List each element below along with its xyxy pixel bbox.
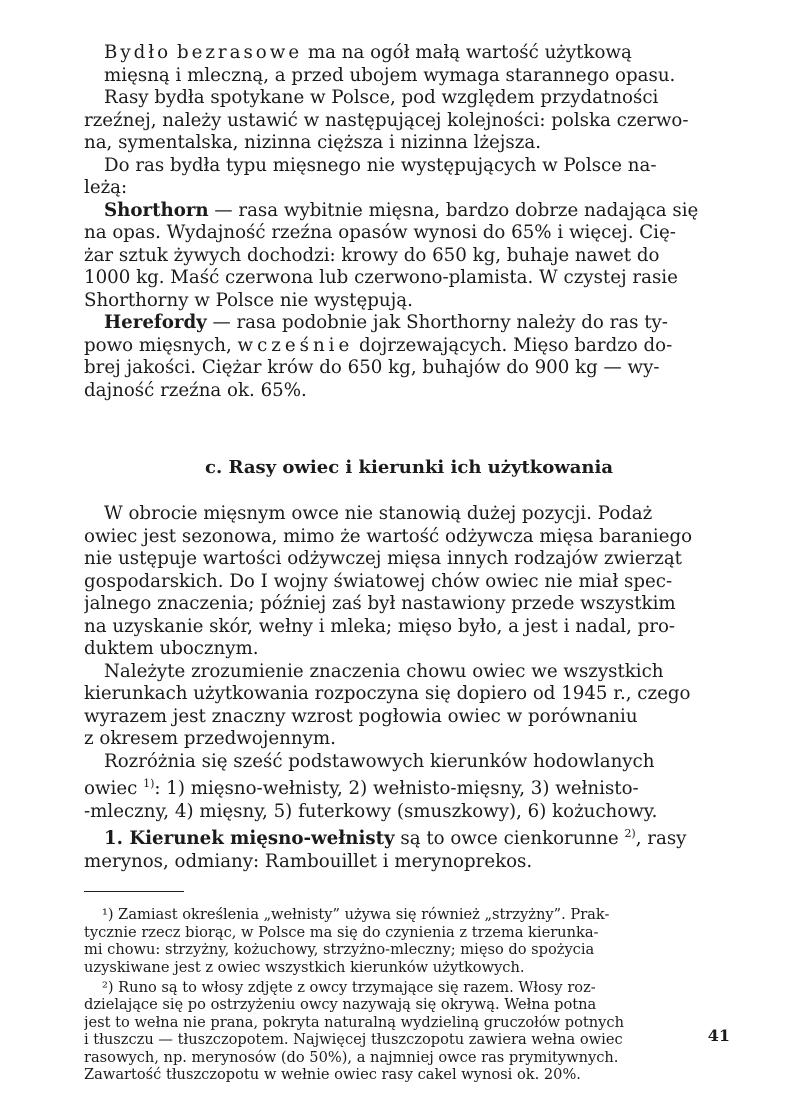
term-shorthorn: Shorthorn bbox=[104, 199, 209, 221]
text-line: z okresem przedwojennym. bbox=[84, 728, 336, 749]
text-line: na, symentalska, nizinna cięższa i nizinna lżejsza. bbox=[84, 132, 541, 153]
text-fragment: są to owce cienkorunne bbox=[394, 828, 625, 850]
text-line: ma na ogół małą wartość użytkową bbox=[302, 42, 632, 63]
paragraph-sheep-understanding bbox=[84, 661, 734, 751]
text-fragment: dojrzewających. Mięso bardzo do- bbox=[353, 334, 673, 356]
text-line: wyrazem jest znaczny wzrost pogłowia owiec w porównaniu bbox=[84, 705, 638, 727]
paragraph-breeding-directions bbox=[84, 751, 734, 824]
spaced-word: bezrasowe bbox=[176, 42, 303, 63]
footnote-line: i tłuszczu — tłuszczopotem. Najwięcej tłuszczopotu zawiera wełna owiec bbox=[84, 1031, 623, 1049]
footnote-line: rasowych, np. merynosów (do 50%), a najmniej owce ras prymitywnych. bbox=[84, 1048, 619, 1066]
text-line: na uzyskanie skór, wełny i mleka; mięso było, a jest i nadal, pro- bbox=[84, 615, 676, 637]
text-line: Rozróżnia się sześć podstawowych kierunków hodowlanych bbox=[104, 750, 655, 772]
text-line: rzeźnej, należy ustawić w następującej kolejności: polska czerwo- bbox=[84, 109, 689, 131]
text-line: duktem ubocznym. bbox=[84, 638, 259, 659]
text-line: 1000 kg. Maść czerwona lub czerwono-plamista. W czystej rasie bbox=[84, 267, 678, 288]
text-fragment: owiec bbox=[84, 778, 144, 800]
section-title: c. Rasy owiec i kierunki ich użytkowania bbox=[205, 457, 613, 478]
text-fragment: powo mięsnych, bbox=[84, 334, 238, 356]
text-line: owiec jest sezonowa, mimo że wartość odżywcza mięsa baraniego bbox=[84, 525, 693, 547]
text-line: żar sztuk żywych dochodzi: krowy do 650 kg, buhaje nawet do bbox=[84, 244, 660, 266]
footnote-ref-2[interactable]: 2) bbox=[624, 827, 636, 841]
text-line: -mleczny, 4) mięsny, 5) futerkowy (smuszkowy), 6) kożuchowy. bbox=[84, 800, 658, 822]
text-line: merynos, odmiany: Rambouillet i merynoprekos. bbox=[84, 850, 533, 872]
footnote-1 bbox=[84, 906, 734, 976]
footnote-ref-1[interactable]: 1) bbox=[143, 777, 155, 790]
spaced-word: wcześnie bbox=[237, 334, 354, 356]
text-line: kierunkach użytkowania rozpoczyna się dopiero od 1945 r., czego bbox=[84, 683, 691, 704]
footnote-line: uzyskiwane jest z owiec wszystkich kierunków użytkowych. bbox=[84, 958, 525, 976]
spaced-word: Bydło bbox=[104, 42, 172, 63]
footnote-divider bbox=[84, 891, 184, 892]
footnote-line: ¹) Zamiast określenia „wełnisty” używa się również „strzyżny”. Prak- bbox=[102, 906, 610, 924]
paragraph-shorthorn bbox=[84, 200, 734, 313]
text-fragment: , rasy bbox=[635, 828, 687, 850]
footnote-line: jest to wełna nie prana, pokryta naturalną wydzieliną gruczołów potnych bbox=[84, 1013, 624, 1031]
paragraph-herefordy bbox=[84, 312, 734, 402]
text-line: Do ras bydła typu mięsnego nie występujących w Polsce na- bbox=[104, 154, 657, 176]
text-line: dajność rzeźna ok. 65%. bbox=[84, 379, 307, 401]
footnote-2 bbox=[84, 979, 734, 1085]
term-meat-wool-direction: 1. Kierunek mięsno-wełnisty bbox=[104, 828, 395, 850]
text-line: nie ustępuje wartości odżywczej mięsa innych rodzajów zwierząt bbox=[84, 548, 682, 569]
text-fragment: : 1) mięsno-wełnisty, 2) wełnisto-mięsny, 3) wełnisto- bbox=[154, 778, 639, 800]
text-line: — rasa podobnie jak Shorthorny należy do ras ty- bbox=[206, 312, 668, 333]
term-herefordy: Herefordy bbox=[104, 312, 207, 333]
paragraph-cattle-nonbreed bbox=[84, 42, 734, 87]
page-number: 41 bbox=[707, 1026, 730, 1045]
footnote-line: ²) Runo są to włosy zdjęte z owcy trzymające się razem. Włosy roz- bbox=[102, 978, 596, 996]
paragraph-meat-wool-direction bbox=[84, 823, 734, 873]
paragraph-meat-breeds-intro bbox=[84, 155, 734, 200]
text-line: Należyte zrozumienie znaczenia chowu owiec we wszystkich bbox=[104, 660, 664, 682]
text-line: mięsną i mleczną, a przed ubojem wymaga starannego opasu. bbox=[104, 64, 676, 86]
footnote-line: mi chowu: strzyżny, kożuchowy, strzyżno-mleczny; mięso do spożycia bbox=[84, 941, 595, 959]
text-line: — rasa wybitnie mięsna, bardzo dobrze nadająca się bbox=[208, 199, 699, 221]
footnote-line: tycznie rzecz biorąc, w Polsce ma się do czynienia z trzema kierunka- bbox=[84, 923, 599, 941]
text-line: Rasy bydła spotykane w Polsce, pod względem przydatności bbox=[104, 87, 659, 108]
document-page bbox=[84, 42, 734, 1084]
text-line: na opas. Wydajność rzeźna opasów wynosi do 65% i więcej. Cię- bbox=[84, 222, 676, 243]
text-line: leżą: bbox=[84, 177, 128, 198]
text-line: W obrocie mięsnym owce nie stanowią dużej pozycji. Podaż bbox=[104, 503, 653, 524]
text-line: jalnego znaczenia; później zaś był nastawiony przede wszystkim bbox=[84, 593, 676, 614]
text-line: gospodarskich. Do I wojny światowej chów owiec nie miał spec- bbox=[84, 570, 673, 592]
text-line: brej jakości. Ciężar krów do 650 kg, buhajów do 900 kg — wy- bbox=[84, 357, 660, 378]
text-line: Shorthorny w Polsce nie występują. bbox=[84, 289, 413, 311]
paragraph-sheep-market bbox=[84, 503, 734, 661]
footnote-line: dzielające się po ostrzyżeniu owcy nazywają się okrywą. Wełna potna bbox=[84, 996, 597, 1014]
footnote-line: Zawartość tłuszczopotu w wełnie owiec rasy cakel wynosi ok. 20%. bbox=[84, 1066, 581, 1084]
paragraph-cattle-breeds-order bbox=[84, 87, 734, 155]
